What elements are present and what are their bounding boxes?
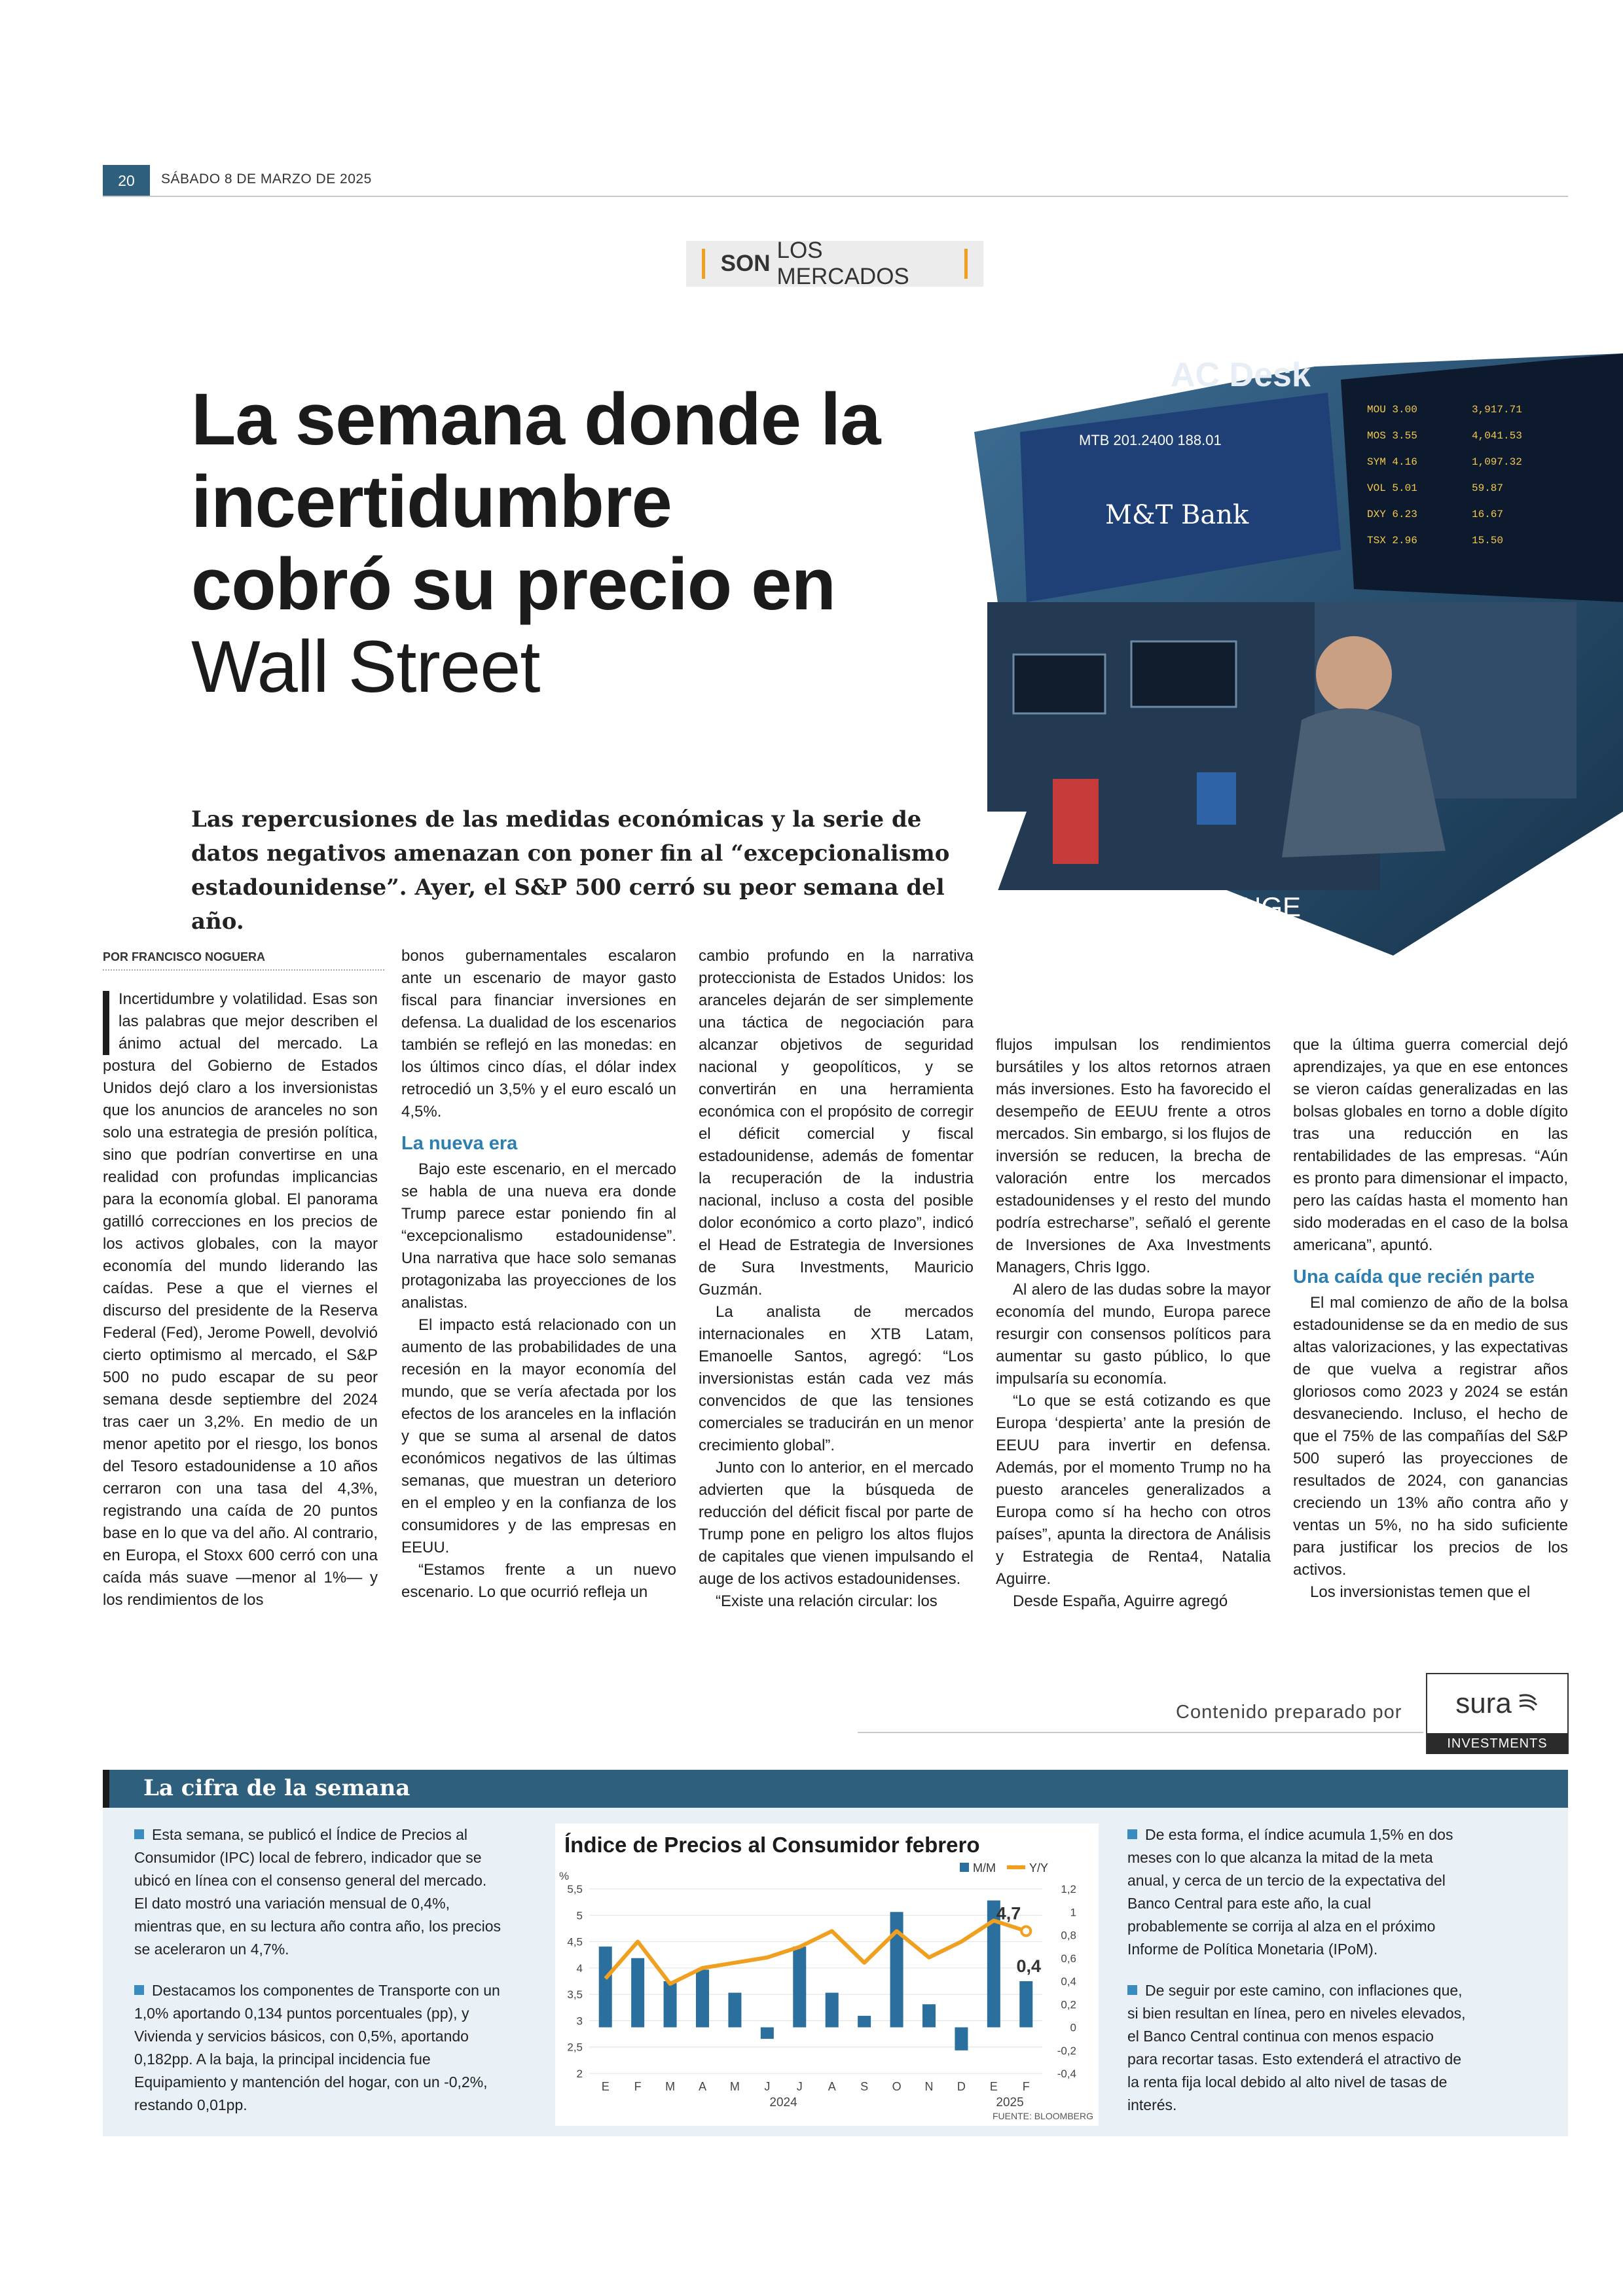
svg-text:15.50: 15.50 [1472, 535, 1504, 547]
headline [191, 378, 977, 708]
right-tick-label: 0,4 [1061, 1975, 1076, 1988]
year-label: 2025 [996, 2096, 1024, 2109]
column-3-paragraph-3: Junto con lo anterior, en el mercado advierten que la búsqueda de reducción del déficit fiscal por parte de Trump pone en peligro los altos flujos de capitales que vienen impulsando el auge de los activos estadounidenses. [699, 1459, 974, 1588]
mm-bar [631, 1958, 644, 2028]
left-tick-label: 5,5 [567, 1883, 583, 1895]
svg-text:TSX 2.96: TSX 2.96 [1367, 535, 1417, 547]
svg-text:M&T Bank: M&T Bank [1105, 500, 1249, 530]
column-2-paragraph-3: El impacto está relacionado con un aumento de las probabilidades de una recesión en la mayor economía del mundo, que se vería afectada por los efectos de los aranceles en la inflación y que se suma al arsenal de datos económicos negativos de las últimas semanas, que muestran un deterioro en el empleo y en la confianza de los consumidores y de las empresas en EEUU. [401, 1316, 676, 1556]
mm-bar [793, 1946, 806, 2027]
right-tick-label: -0,2 [1057, 2044, 1076, 2057]
left-axis-unit: % [559, 1870, 570, 1882]
year-label: 2024 [769, 2096, 797, 2109]
column-3-paragraph-2: La analista de mercados internacionales en XTB Latam, Emanoelle Santos, agregó: “Los inversionistas están cada vez más convencidos de que las tensiones comerciales se traducirán en un menor crecimiento global”. [699, 1303, 974, 1454]
section-tag-rest: LOS MERCADOS [776, 238, 909, 289]
right-tick-label: -0,4 [1057, 2068, 1076, 2080]
chart-title: Índice de Precios al Consumidor febrero [564, 1833, 980, 1857]
header-divider [103, 196, 1568, 197]
headline-line-4: Wall Street [191, 626, 540, 708]
x-tick-label: A [828, 2080, 836, 2093]
cifra-right-text-1: De esta forma, el índice acumula 1,5% en dos meses con lo que alcanza la mitad de la meta anual, y cerca de un tercio de la expectativa del Banco Central para este año, la cual probablemente se corrija al alza en el próximo Informe de Política Monetaria (IPoM). [1127, 1826, 1453, 1958]
page-number: 20 [103, 165, 150, 196]
column-4-paragraph-3: “Lo que se está cotizando es que Europa ‘despierta’ ante la presión de EEUU para invertir en defensa. Además, por el momento Trump no ha puesto aranceles generalizados a Europa como sí ha hecho con otros países”, apunta la directora de Análisis y Estrategia de Renta4, Natalia Aguirre. [996, 1392, 1271, 1588]
left-tick-label: 3,5 [567, 1988, 583, 2001]
cifra-right-text-2: De seguir por este camino, con inflaciones que, si bien resultan en línea, pero en niveles elevados, el Banco Central continua con menos espacio para recortar tasas. Esto extenderá el atractivo de la renta fija local debido al alto nivel de tasas de interés. [1127, 1982, 1466, 2113]
sura-logo-sub: INVESTMENTS [1427, 1733, 1567, 1754]
trading-floor-illustration [974, 353, 1623, 956]
ipc-chart-card [555, 1823, 1099, 2126]
mm-bar [1019, 1981, 1032, 2028]
x-tick-label: A [698, 2080, 707, 2093]
svg-text:ANGE: ANGE [1223, 891, 1302, 922]
svg-text:59.87: 59.87 [1472, 482, 1504, 494]
bullet-icon [1127, 1829, 1137, 1839]
section-bar-left [702, 249, 705, 279]
column-4-paragraph-1: flujos impulsan los rendimientos bursátiles y los altos retornos atraen más inversiones. Esto ha favorecido el desempeño de EEUU frente a otros mercados. Sin embargo, si los flujos de inversión se reducen, la brecha de valoración entre los mercados estadounidenses y el resto del mundo podría estrecharse”, señaló el gerente de Inversiones de Axa Investments Managers, Chris Iggo. [996, 1036, 1271, 1276]
headline-line-3: cobró su precio en [191, 543, 835, 625]
article-column-2 [401, 945, 676, 1604]
column-5-paragraph-2: El mal comienzo de año de la bolsa estadounidense se da en medio de sus altas valorizaciones, y las expectativas de que vuelva a registrar años gloriosos como 2023 y 2024 se están desvaneciendo. Incluso, el hecho de que el 75% de las compañías del S&P 500 superó las proyecciones de resultados de 2024, con ganancias creciendo un 13% año contra año y ventas un 5%, no ha sido suficiente para justificar los precios de los activos. [1293, 1294, 1568, 1579]
column-1-paragraph: Incertidumbre y volatilidad. Esas son las palabras que mejor describen el ánimo actual del mercado. La postura del Gobierno de Estados Unidos dejó claro a los inversionistas que los anuncios de aranceles no son solo una estrategia de presión política, sino que podrían convertirse en una realidad con profundas implicancias para la economía global. El panorama gatilló correcciones en los precios de los activos globales, con la mayor economía del mundo liderando las caídas. Pese a que el viernes el discurso del presidente de la Reserva Federal (Fed), Jerome Powell, devolvió cierto optimismo al mercado, el S&P 500 no pudo escapar de su peor semana desde septiembre del 2024 tras caer un 3,2%. En medio de un menor apetito por el riesgo, los bonos del Tesoro estadounidense a 10 años cerraron con una tasa del 4,3%, registrando una caída de 20 puntos base en lo que va del año. Al contrario, en Europa, el Stoxx 600 cerró con una caída más suave —menor al 1%— y los rendimientos de los [103, 990, 378, 1609]
x-tick-label: O [892, 2080, 902, 2093]
svg-text:MOU 3.00: MOU 3.00 [1367, 404, 1417, 416]
sponsor-divider [858, 1732, 1423, 1733]
cifra-header-accent [103, 1770, 109, 1808]
yy-last-point [1021, 1926, 1030, 1935]
right-tick-label: 1,2 [1061, 1883, 1076, 1895]
left-tick-label: 3 [576, 2015, 583, 2028]
cifra-left-paragraph-2 [134, 1979, 501, 2117]
mm-bar [858, 2016, 871, 2028]
column-3-paragraph-1: cambio profundo en la narrativa proteccionista de Estados Unidos: los aranceles dejarán de ser simplemente una táctica de negociación para alcanzar objetivos de seguridad nacional y geopolíticos, y se convertirán en una herramienta económica con el propósito de corregir el déficit comercial y fiscal estadounidense, además de fomentar la recuperación de la industria nacional, incluso a costa del posible dolor económico a corto plazo”, indicó el Head de Estrategia de Inversiones de Sura Investments, Mauricio Guzmán. [699, 947, 974, 1299]
bullet-icon [1127, 1985, 1137, 1995]
x-tick-label: N [924, 2080, 934, 2093]
x-tick-label: F [1022, 2080, 1030, 2093]
sponsor-label: Contenido preparado por [1176, 1702, 1402, 1723]
mm-bar [664, 1981, 677, 2028]
bullet-icon [134, 1985, 144, 1995]
mm-bar [761, 2028, 774, 2039]
left-tick-label: 2,5 [567, 2041, 583, 2054]
cifra-right-column [1127, 1823, 1468, 2135]
legend-yy-label: Y/Y [1029, 1861, 1049, 1874]
chart-source: FUENTE: BLOOMBERG [992, 2111, 1093, 2121]
column-5-paragraph-1: que la última guerra comercial dejó aprendizajes, ya que en ese entonces se vieron caídas generalizadas en las bolsas globales en torno a doble dígito tras una reducción en las rentabilidades de las empresas. “Aún es pronto para dimensionar el impacto, pero las caídas hasta el momento han sido moderadas en el caso de la bolsa americana”, apuntó. [1293, 1036, 1568, 1254]
byline: POR FRANCISCO NOGUERA [103, 950, 384, 971]
trading-floor-photo [974, 353, 1623, 956]
left-tick-label: 5 [576, 1909, 583, 1922]
column-2-paragraph-4: “Estamos frente a un nuevo escenario. Lo que ocurrió refleja un [401, 1561, 676, 1601]
x-tick-label: J [764, 2080, 771, 2093]
svg-text:16.67: 16.67 [1472, 509, 1504, 520]
svg-text:SYM 4.16: SYM 4.16 [1367, 456, 1417, 468]
right-tick-label: 1 [1070, 1906, 1076, 1919]
cifra-left-paragraph-1 [134, 1823, 501, 1961]
right-tick-label: 0,2 [1061, 1998, 1076, 2011]
cifra-header [103, 1770, 1568, 1808]
right-tick-label: 0,8 [1061, 1929, 1076, 1942]
right-tick-label: 0,6 [1061, 1952, 1076, 1965]
column-4-paragraph-4: Desde España, Aguirre agregó [1013, 1592, 1228, 1610]
left-tick-label: 4 [576, 1962, 583, 1975]
article-column-5 [1293, 1034, 1568, 1604]
svg-text:1,097.32: 1,097.32 [1472, 456, 1522, 468]
column-3-paragraph-4: “Existe una relación circular: los [716, 1592, 938, 1610]
cifra-left-text-2: Destacamos los componentes de Transporte con un 1,0% aportando 0,134 puntos porcentuales (pp), y Vivienda y servicios básicos, con 0,5%, aportando 0,182pp. A la baja, la principal incidencia fue Equipamiento y mantención del hogar, con un -0,2%, restando 0,01pp. [134, 1982, 500, 2113]
sura-logo-mark [1427, 1674, 1567, 1733]
column-2-paragraph-1: bonos gubernamentales escalaron ante un escenario de mayor gasto fiscal para financiar inversiones en defensa. La dualidad de los escenarios también se reflejó en las monedas: en los últimos cinco días, el dólar index retrocedió un 3,5% y el euro escaló un 4,5%. [401, 947, 676, 1121]
svg-text:MOS 3.55: MOS 3.55 [1367, 430, 1417, 442]
lead-paragraph: Las repercusiones de las medidas económicas y la serie de datos negativos amenazan con poner fin al “excepcionalismo estadounidense”. Ayer, el S&P 500 cerró su peor semana del año. [191, 806, 950, 935]
mm-bar [599, 1946, 612, 2027]
left-tick-label: 2 [576, 2068, 583, 2080]
section-tag [686, 238, 983, 289]
cifra-right-paragraph-1 [1127, 1823, 1468, 1961]
x-tick-label: J [796, 2080, 803, 2093]
cifra-title: La cifra de la semana [143, 1775, 410, 1801]
x-tick-label: M [729, 2080, 740, 2093]
column-4-paragraph-2: Al alero de las dudas sobre la mayor economía del mundo, Europa parece resurgir con consensos políticos para aumentar su gasto público, lo que impulsaría su economía. [996, 1281, 1271, 1388]
svg-text:VOL 5.01: VOL 5.01 [1367, 482, 1417, 494]
subhead-nueva-era: La nueva era [401, 1133, 518, 1154]
ipc-chart [555, 1823, 1099, 2126]
headline-line-2: incertidumbre [191, 461, 672, 543]
section-tag-strong: SON [720, 251, 771, 276]
left-tick-label: 4,5 [567, 1935, 583, 1948]
svg-text:4,041.53: 4,041.53 [1472, 430, 1522, 442]
headline-line-1: La semana donde la [191, 378, 881, 460]
article-column-1 [103, 988, 378, 1611]
legend-mm-label: M/M [973, 1861, 996, 1874]
subhead-caida: Una caída que recién parte [1293, 1266, 1535, 1287]
x-tick-label: F [634, 2080, 642, 2093]
svg-text:AC Desk: AC Desk [1171, 356, 1311, 394]
article-column-4 [996, 1034, 1271, 1613]
mm-bar [826, 1993, 839, 2028]
annotation-mm: 0,4 [1016, 1956, 1042, 1976]
mm-bar [696, 1969, 709, 2027]
x-tick-label: E [601, 2080, 610, 2093]
section-bar-right [964, 249, 968, 279]
sura-logo [1426, 1673, 1569, 1754]
column-2-paragraph-2: Bajo este escenario, en el mercado se habla de una nueva era donde Trump parece estar poniendo fin al “excepcionalismo estadounidense”. Una narrativa que hace solo semanas protagonizaba las proyecciones de los analistas. [401, 1160, 676, 1312]
page-date: SÁBADO 8 DE MARZO DE 2025 [161, 171, 372, 187]
cifra-left-text-1: Esta semana, se publicó el Índice de Precios al Consumidor (IPC) local de febrero, indicador que se ubicó en línea con el consenso general del mercado. El dato mostró una variación mensual de 0,4%, mientras que, en su lectura año contra año, los precios se aceleraron un 4,7%. [134, 1826, 501, 1958]
cifra-right-paragraph-2 [1127, 1979, 1468, 2117]
drop-cap-bar [103, 991, 109, 1055]
sura-swirl-icon [1517, 1691, 1539, 1717]
column-5-paragraph-3: Los inversionistas temen que el [1310, 1583, 1531, 1601]
mm-bar [728, 1993, 741, 2028]
annotation-yy: 4,7 [996, 1903, 1021, 1924]
svg-text:3,917.71: 3,917.71 [1472, 404, 1522, 416]
x-tick-label: M [665, 2080, 676, 2093]
article-column-3 [699, 945, 974, 1613]
yy-line [606, 1920, 1027, 1984]
right-tick-label: 0 [1070, 2021, 1076, 2034]
cifra-left-column [134, 1823, 501, 2135]
x-tick-label: D [957, 2080, 966, 2093]
legend-mm-swatch [960, 1863, 969, 1872]
mm-bar [955, 2028, 968, 2051]
mm-bar [922, 2004, 936, 2027]
bullet-icon [134, 1829, 144, 1839]
svg-text:DXY 6.23: DXY 6.23 [1367, 509, 1417, 520]
x-tick-label: E [989, 2080, 998, 2093]
svg-text:MTB 201.2400 188.01: MTB 201.2400 188.01 [1079, 432, 1222, 448]
sura-logo-text: sura [1455, 1687, 1512, 1719]
x-tick-label: S [860, 2080, 869, 2093]
